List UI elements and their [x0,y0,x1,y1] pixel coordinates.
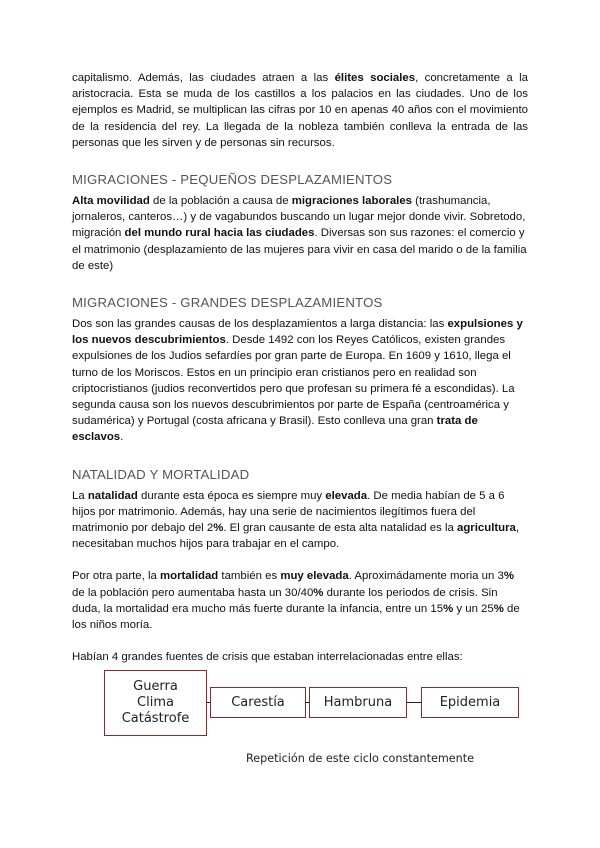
bold-run: mortalidad [160,570,219,583]
migraciones-pequenos-paragraph [72,193,528,274]
mortalidad-paragraph [72,568,528,633]
text-run: . Aproximádamente moria un 3 [348,570,504,583]
text-run: . De media habían de 5 a 6 hijos por matrimonio. Además, hay una serie de nacimientos ilegítimos fuera del matrimonio por debajo del 2 [72,489,505,535]
bold-run: % [443,602,454,615]
text-run: Por otra parte, la [72,570,161,583]
intro-paragraph [72,70,528,151]
bold-run: % [213,522,224,535]
text-run: . Diversas son sus razones: el comercio y el matrimonio (desplazamiento de las mujeres para vivir en casa del marido o de la familia de este) [72,227,527,272]
bold-run: migraciones laborales [291,195,413,208]
bold-run: natalidad [87,489,138,502]
diagram-cause-clima: Clima [137,695,174,710]
text-run: durante esta época es siempre muy [137,489,326,502]
bold-run: élites sociales [334,72,416,84]
diagram-cause-catastrofe: Catástrofe [121,711,190,726]
text-run: de la población pero aumentaba hasta un 30/40 [72,586,314,599]
text-run: , necesitaban muchos hijos para trabajar en el campo. [72,522,520,551]
bold-run: elevada [325,489,368,502]
text-run: . Desde 1492 con los Reyes Católicos, existen grandes expulsiones de los Judios sefardíes por gran parte de Europa. En 1609 y 1610, llega el turno de los Moriscos. Estos en un principio eran cristianos pero en realidad son criptocristianos (judios reconvertidos pero que profesan su primera fé a escondidas). La segunda causa son los nuevos descubrimientos por parte de España (centroamérica y sudamérica) y Portugal (costa africana y Brasil). Esto conlleva una gran [72,334,515,428]
diagram-box-carestia: Carestía [210,687,306,718]
text-run: de los niños moría. [72,602,520,632]
text-run: capitalismo. Además, las ciudades atraen a las [72,72,335,84]
bold-run: % [313,586,324,599]
diagram-box-hambruna: Hambruna [309,687,407,718]
diagram-caption: Repetición de este ciclo constantemente [246,752,475,765]
text-run: . [120,431,124,444]
diagram-cause-guerra: Guerra [133,679,178,694]
bold-run: Alta movilidad [72,195,150,208]
text-run: (trashumancia, jornaleros, canteros…) y de vagabundos buscando un lugar mejor donde vivir. Sobretodo, migración [72,195,526,240]
text-run: La [72,489,88,502]
section-heading-natalidad: NATALIDAD Y MORTALIDAD [72,466,250,482]
natalidad-paragraph [72,488,528,553]
diagram-connector [407,702,421,703]
bold-run: expulsiones y los nuevos descubrimientos [72,318,523,347]
text-run: . El gran causante de esta alta natalidad es la [223,522,458,535]
text-run: también es [218,570,281,583]
crisis-intro-paragraph: Habían 4 grandes fuentes de crisis que estaban interrelacionadas entre ellas: [72,651,463,664]
document-page [72,70,528,665]
text-run: y un 25 [453,602,494,615]
text-run: , concretamente a la aristocracia. Esta se muda de los castillos a los palacios en las ciudades. Uno de los ejemplos es Madrid, se multiplican las cifras por 10 en apenas 40 años con el movimiento de la residencia del rey. La llegada de la nobleza también conlleva la entrada de las personas que les sirven y de personas sin recursos. [72,72,528,149]
text-run: de la población a causa de [149,195,292,208]
diagram-box-epidemia: Epidemia [421,687,519,718]
bold-run: agricultura [457,522,516,535]
bold-run: trata de esclavos [72,415,478,444]
migraciones-grandes-paragraph [72,316,528,446]
section-heading-migraciones-pequenos: MIGRACIONES - PEQUEÑOS DESPLAZAMIENTOS [72,172,393,188]
bold-run: % [493,602,504,615]
bold-run: muy elevada [280,570,349,583]
text-run: Dos son las grandes causas de los desplazamientos a larga distancia: las [72,318,448,331]
bold-run: % [503,570,514,583]
diagram-box-causes [104,670,207,736]
text-run: durante los periodos de crisis. Sin duda, la mortalidad era mucho más fuerte durante la infancia, entre un 15 [72,586,498,615]
section-heading-migraciones-grandes: MIGRACIONES - GRANDES DESPLAZAMIENTOS [72,295,383,311]
bold-run: del mundo rural hacia las ciudades [124,227,315,240]
